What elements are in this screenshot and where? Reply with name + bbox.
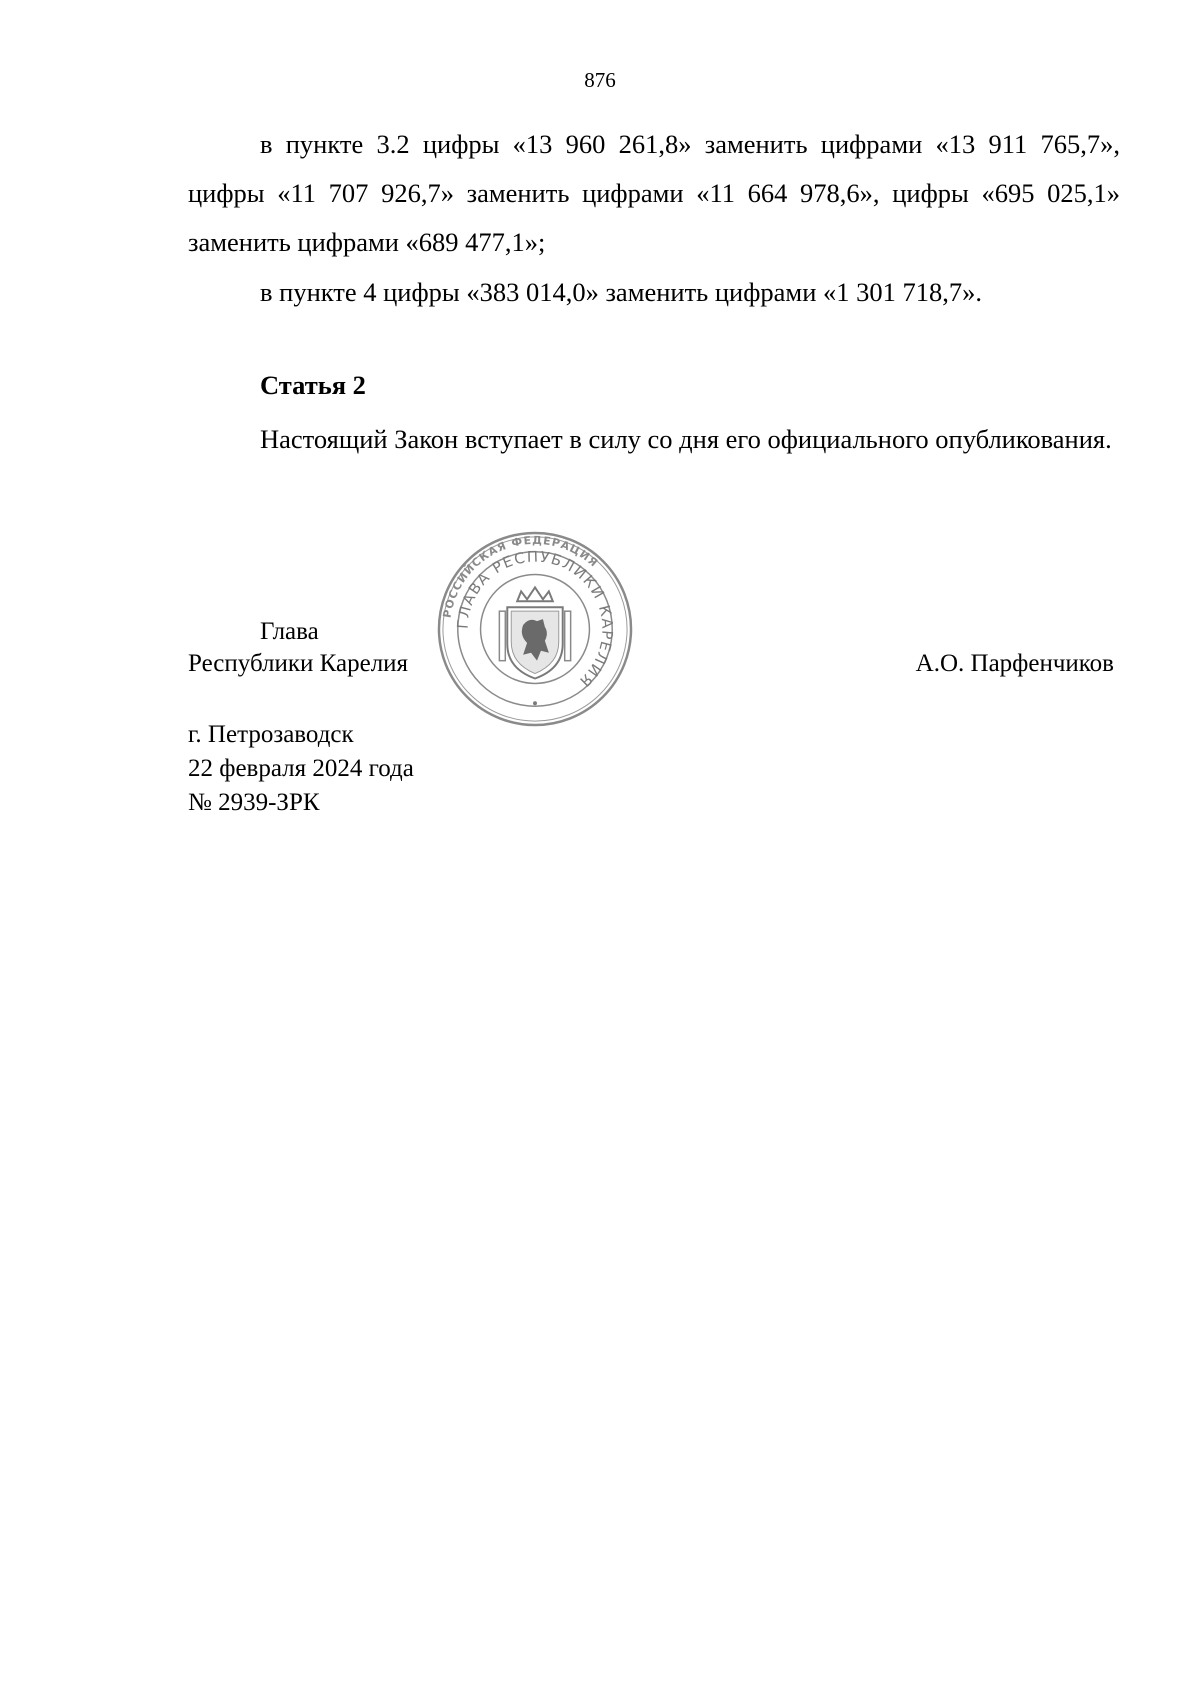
amendment-paragraph-2 — [188, 268, 1120, 317]
paragraph-text: в пункте 3.2 цифры «13 960 261,8» заменить цифрами «13 911 765,7», цифры «11 707 926,7» заменить цифрами «11 664 978,6», цифры «695 025,1» заменить цифрами «689 477,1»; — [188, 129, 1120, 257]
footer-law-number: № 2939-ЗРК — [188, 789, 320, 816]
signature-title-line2: Республики Карелия — [188, 650, 409, 677]
signer-name: А.О. Парфенчиков — [915, 650, 1114, 677]
document-footer — [188, 718, 414, 820]
coat-of-arms-icon — [499, 587, 570, 705]
article-heading: Статья 2 — [260, 370, 366, 400]
paragraph-text: Настоящий Закон вступает в силу со дня его официального опубликования. — [260, 424, 1112, 454]
signature-title-line1: Глава — [260, 618, 319, 645]
seal-outer-text: РОССИЙСКАЯ ФЕДЕРАЦИЯ — [440, 533, 601, 619]
footer-date: 22 февраля 2024 года — [188, 755, 414, 782]
amendment-paragraph-1 — [188, 120, 1120, 267]
paragraph-text: в пункте 4 цифры «383 014,0» заменить цифрами «1 301 718,7». — [260, 277, 982, 307]
official-seal-stamp — [436, 530, 634, 728]
footer-city: г. Петрозаводск — [188, 721, 354, 748]
seal-inner-text: ГЛАВА РЕСПУБЛИКИ КАРЕЛИЯ — [453, 547, 617, 692]
article-paragraph — [188, 415, 1120, 464]
page-number: 876 — [584, 68, 616, 92]
